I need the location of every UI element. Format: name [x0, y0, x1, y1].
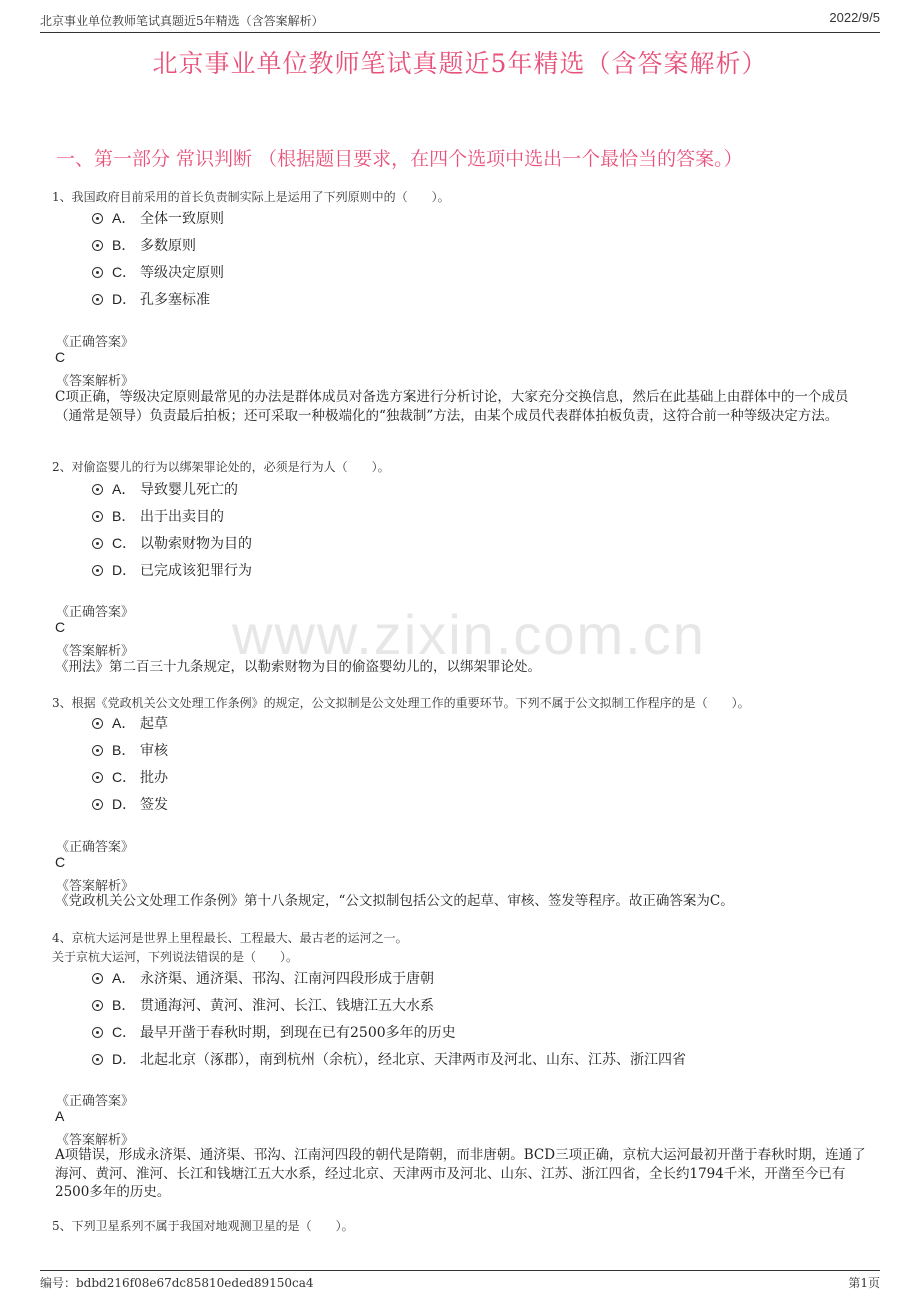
- question-4-stem-line2: 关于京杭大运河，下列说法错误的是（ ）。: [52, 950, 299, 964]
- footer-page-number: 第1页: [848, 1276, 880, 1290]
- radio-icon[interactable]: [92, 973, 103, 984]
- radio-icon[interactable]: [92, 484, 103, 495]
- radio-icon[interactable]: [92, 745, 103, 756]
- question-1-option-b[interactable]: B． 多数原则: [92, 235, 196, 255]
- question-3-answer: C: [55, 854, 66, 870]
- radio-icon[interactable]: [92, 565, 103, 576]
- question-1-option-c[interactable]: C． 等级决定原则: [92, 262, 224, 282]
- question-3-option-a[interactable]: A． 起草: [92, 713, 168, 733]
- radio-icon[interactable]: [92, 267, 103, 278]
- question-2-answer: C: [55, 619, 66, 635]
- question-3-explanation: 《党政机关公文处理工作条例》第十八条规定，“公文拟制包括公文的起草、审核、签发等程序。故正确答案为C。: [55, 893, 734, 909]
- radio-icon[interactable]: [92, 1027, 103, 1038]
- question-3-stem: 3、根据《党政机关公文处理工作条例》的规定，公文拟制是公文处理工作的重要环节。下列不属于公文拟制工作程序的是（ ）。: [52, 696, 750, 710]
- explanation-label: 《答案解析》: [56, 1133, 135, 1148]
- radio-icon[interactable]: [92, 1054, 103, 1065]
- explanation-label: 《答案解析》: [56, 374, 135, 389]
- question-5-stem: 5、下列卫星系列不属于我国对地观测卫星的是（ ）。: [52, 1219, 354, 1233]
- question-2-option-c[interactable]: C． 以勒索财物为目的: [92, 533, 252, 553]
- explanation-label: 《答案解析》: [56, 644, 135, 659]
- radio-icon[interactable]: [92, 511, 103, 522]
- question-4-option-c[interactable]: C． 最早开凿于春秋时期，到现在已有2500多年的历史: [92, 1022, 456, 1042]
- answer-label: 《正确答案》: [56, 840, 135, 855]
- radio-icon[interactable]: [92, 718, 103, 729]
- header-doc-title: 北京事业单位教师笔试真题近5年精选（含答案解析）: [40, 14, 324, 28]
- answer-label: 《正确答案》: [56, 335, 135, 350]
- question-1-answer: C: [55, 349, 66, 365]
- question-3-option-d[interactable]: D． 签发: [92, 794, 168, 814]
- question-4-stem: 4、京杭大运河是世界上里程最长、工程最大、最古老的运河之一。: [52, 931, 408, 945]
- watermark: www.zixin.com.cn: [232, 603, 706, 666]
- question-2-explanation: 《刑法》第二百三十九条规定，以勒索财物为目的偷盗婴幼儿的，以绑架罪论处。: [55, 659, 541, 675]
- radio-icon[interactable]: [92, 799, 103, 810]
- question-4-option-b[interactable]: B． 贯通海河、黄河、淮河、长江、钱塘江五大水系: [92, 995, 434, 1015]
- question-1-option-d[interactable]: D． 孔多塞标准: [92, 289, 210, 309]
- header-date: 2022/9/5: [829, 10, 880, 25]
- question-3-option-b[interactable]: B． 审核: [92, 740, 168, 760]
- question-2-option-a[interactable]: A． 导致婴儿死亡的: [92, 479, 238, 499]
- question-2-option-b[interactable]: B． 出于出卖目的: [92, 506, 224, 526]
- question-3-option-c[interactable]: C． 批办: [92, 767, 168, 787]
- radio-icon[interactable]: [92, 772, 103, 783]
- question-4-explanation: A项错误，形成永济渠、通济渠、邗沟、江南河四段的朝代是隋朝，而非唐朝。BCD三项正确，京杭大运河最初开凿于春秋时期，连通了海河、黄河、淮河、长江和钱塘江五大水系，经过北京、天津两市及河北、山东、江苏、浙江四省，全长约1794千米，开凿至今已有2500多年的历史。: [55, 1147, 866, 1200]
- section-title: 一、第一部分 常识判断 （根据题目要求，在四个选项中选出一个最恰当的答案。）: [56, 148, 743, 170]
- document-title: 北京事业单位教师笔试真题近5年精选（含答案解析）: [152, 49, 768, 78]
- question-4-answer: A: [55, 1108, 65, 1124]
- question-2-stem: 2、对偷盗婴儿的行为以绑架罪论处的，必须是行为人（ ）。: [52, 460, 390, 474]
- radio-icon[interactable]: [92, 240, 103, 251]
- radio-icon[interactable]: [92, 294, 103, 305]
- question-1-explanation: C项正确，等级决定原则最常见的办法是群体成员对备选方案进行分析讨论，大家充分交换信息，然后在此基础上由群体中的一个成员（通常是领导）负责最后拍板；还可采取一种极端化的“独裁制”方法，由某个成员代表群体拍板负责，这符合前一种等级决定方法。: [55, 389, 849, 424]
- question-1-option-a[interactable]: A． 全体一致原则: [92, 208, 224, 228]
- explanation-label: 《答案解析》: [56, 879, 135, 894]
- page-footer: [40, 1270, 880, 1295]
- question-2-option-d[interactable]: D． 已完成该犯罪行为: [92, 560, 252, 580]
- question-1-stem: 1、我国政府目前采用的首长负责制实际上是运用了下列原则中的（ ）。: [52, 190, 450, 204]
- radio-icon[interactable]: [92, 538, 103, 549]
- question-4-option-d[interactable]: D． 北起北京（涿郡），南到杭州（余杭），经北京、天津两市及河北、山东、江苏、浙江四省: [92, 1049, 686, 1069]
- answer-label: 《正确答案》: [56, 1094, 135, 1109]
- footer-doc-id: 编号：bdbd216f08e67dc85810eded89150ca4: [40, 1276, 314, 1290]
- question-4-option-a[interactable]: A． 永济渠、通济渠、邗沟、江南河四段形成于唐朝: [92, 968, 434, 988]
- answer-label: 《正确答案》: [56, 605, 135, 620]
- radio-icon[interactable]: [92, 1000, 103, 1011]
- page-header: [40, 8, 880, 33]
- radio-icon[interactable]: [92, 213, 103, 224]
